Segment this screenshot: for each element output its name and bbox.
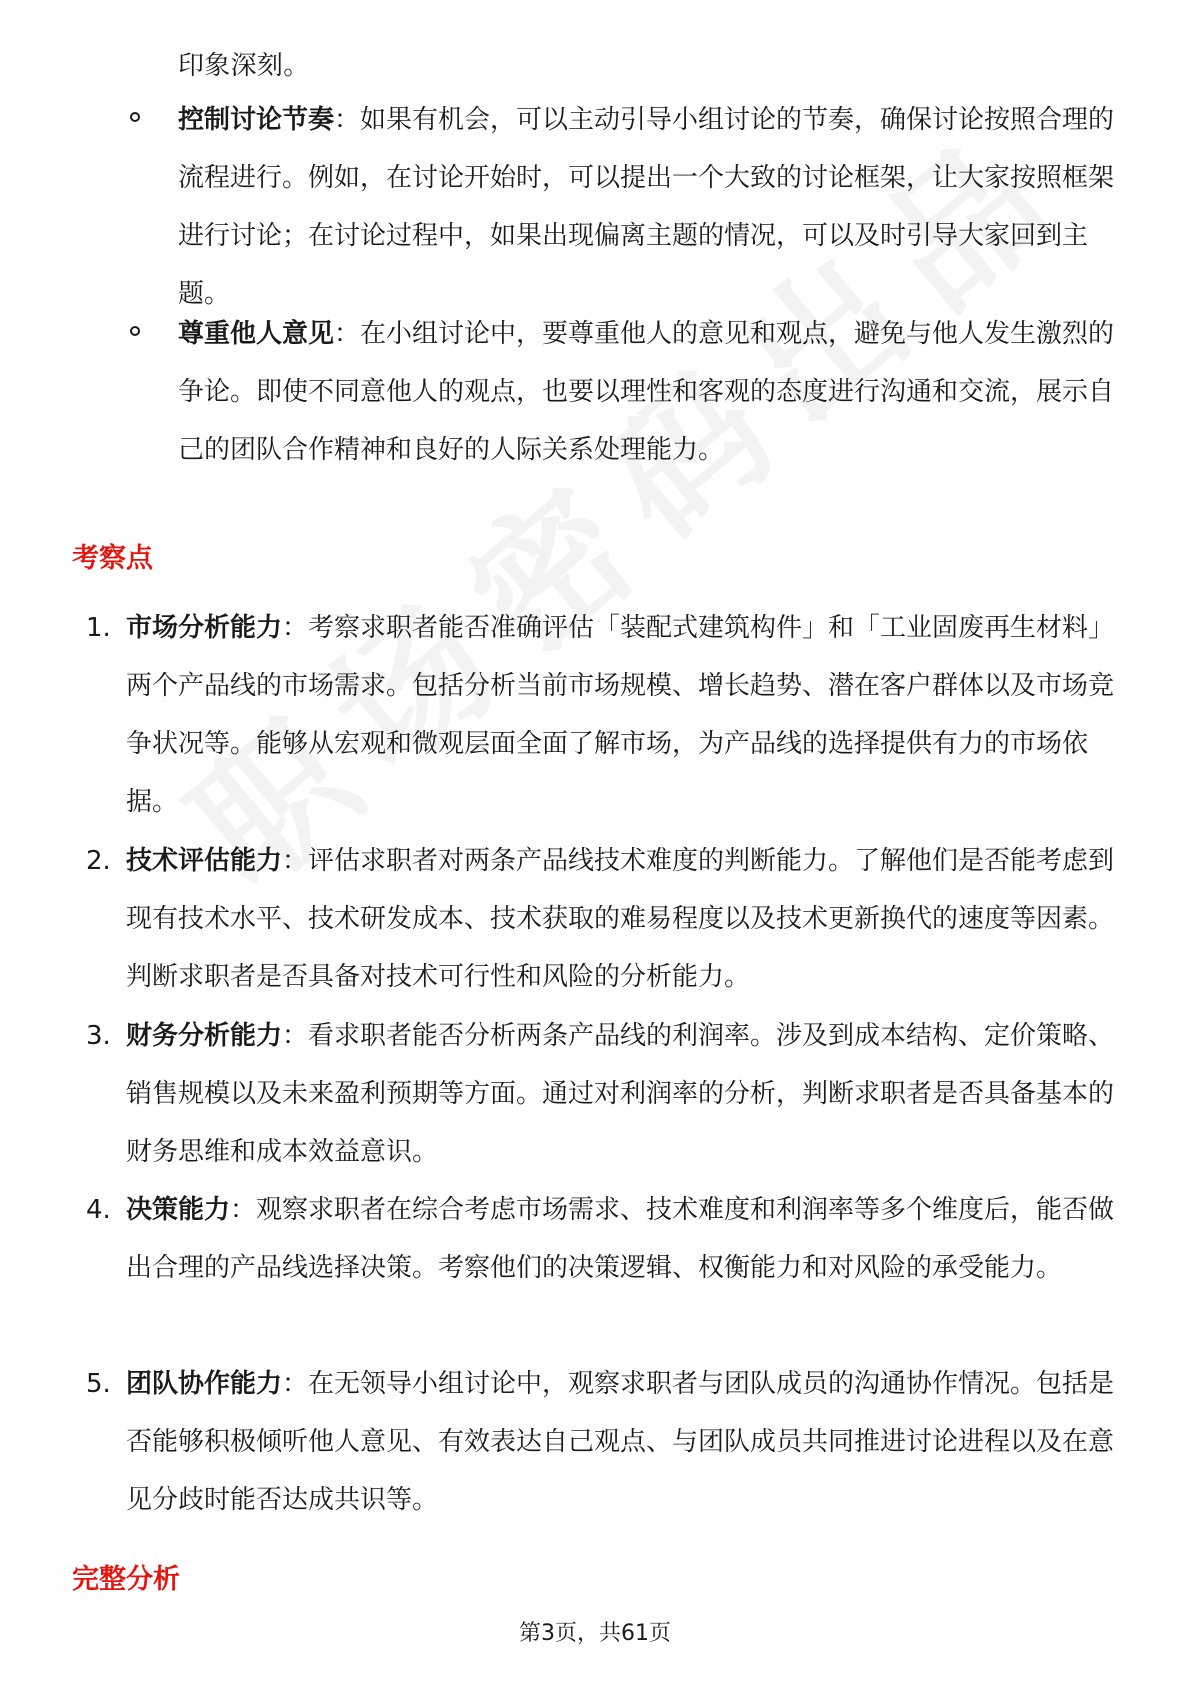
section-heading-full-analysis: 完整分析 xyxy=(72,1564,180,1595)
item-text xyxy=(126,1181,1121,1297)
item-separator: ： xyxy=(282,613,309,643)
bullet-text xyxy=(178,91,1138,323)
item-title: 财务分析能力 xyxy=(126,1021,283,1051)
bullet-text xyxy=(178,305,1138,479)
item-title: 市场分析能力 xyxy=(126,613,283,643)
item-text xyxy=(126,1355,1121,1529)
item-separator: ： xyxy=(230,1195,257,1225)
assessment-item-market xyxy=(86,599,1126,831)
bullet-body: 如果有机会，可以主动引导小组讨论的节奏，确保讨论按照合理的流程进行。例如，在讨论开始时，可以提出一个大致的讨论框架，让大家按照框架进行讨论；在讨论过程中，如果出现偏离主题的情况，可以及时引导大家回到主题。 xyxy=(178,105,1115,309)
continuation-text: 印象深刻。 xyxy=(178,51,310,81)
item-number: 1. xyxy=(86,613,111,643)
bullet-title: 控制讨论节奏 xyxy=(178,105,335,135)
item-text xyxy=(126,599,1121,831)
item-number: 5. xyxy=(86,1369,111,1399)
item-body: 看求职者能否分析两条产品线的利润率。涉及到成本结构、定价策略、销售规模以及未来盈利预期等方面。通过对利润率的分析，判断求职者是否具备基本的财务思维和成本效益意识。 xyxy=(126,1021,1115,1167)
item-body: 评估求职者对两条产品线技术难度的判断能力。了解他们是否能考虑到现有技术水平、技术研发成本、技术获取的难易程度以及技术更新换代的速度等因素。判断求职者是否具备对技术可行性和风险的分析能力。 xyxy=(126,846,1115,992)
item-number: 3. xyxy=(86,1021,111,1051)
item-title: 团队协作能力 xyxy=(126,1369,283,1399)
assessment-item-technology xyxy=(86,832,1126,1006)
item-body: 观察求职者在综合考虑市场需求、技术难度和利润率等多个维度后，能否做出合理的产品线选择决策。考察他们的决策逻辑、权衡能力和对风险的承受能力。 xyxy=(126,1195,1115,1283)
page-footer: 第3页，共61页 xyxy=(519,1621,671,1646)
bullet-separator: ： xyxy=(334,105,361,135)
bullet-body: 在小组讨论中，要尊重他人的意见和观点，避免与他人发生激烈的争论。即使不同意他人的观点，也要以理性和客观的态度进行沟通和交流，展示自己的团队合作精神和良好的人际关系处理能力。 xyxy=(178,319,1115,465)
section-heading-assessment: 考察点 xyxy=(72,543,153,574)
item-separator: ： xyxy=(282,846,309,876)
bullet-separator: ： xyxy=(334,319,361,349)
hollow-bullet-icon xyxy=(130,326,140,336)
item-title: 决策能力 xyxy=(126,1195,231,1225)
bullet-item-respect-opinions xyxy=(130,305,1115,479)
item-separator: ： xyxy=(282,1021,309,1051)
assessment-item-teamwork xyxy=(86,1355,1126,1529)
item-separator: ： xyxy=(282,1369,309,1399)
hollow-bullet-icon xyxy=(130,112,140,122)
assessment-item-finance xyxy=(86,1007,1126,1181)
item-number: 4. xyxy=(86,1195,111,1225)
item-title: 技术评估能力 xyxy=(126,846,283,876)
item-body: 考察求职者能否准确评估「装配式建筑构件」和「工业固废再生材料」两个产品线的市场需求。包括分析当前市场规模、增长趋势、潜在客户群体以及市场竞争状况等。能够从宏观和微观层面全面了解市场，为产品线的选择提供有力的市场依据。 xyxy=(126,613,1115,817)
bullet-title: 尊重他人意见 xyxy=(178,319,335,349)
item-text xyxy=(126,832,1121,1006)
item-text xyxy=(126,1007,1121,1181)
bullet-item-control-pace xyxy=(130,91,1115,323)
item-body: 在无领导小组讨论中，观察求职者与团队成员的沟通协作情况。包括是否能够积极倾听他人意见、有效表达自己观点、与团队成员共同推进讨论进程以及在意见分歧时能否达成共识等。 xyxy=(126,1369,1115,1515)
item-number: 2. xyxy=(86,846,111,876)
assessment-item-decision xyxy=(86,1181,1126,1355)
